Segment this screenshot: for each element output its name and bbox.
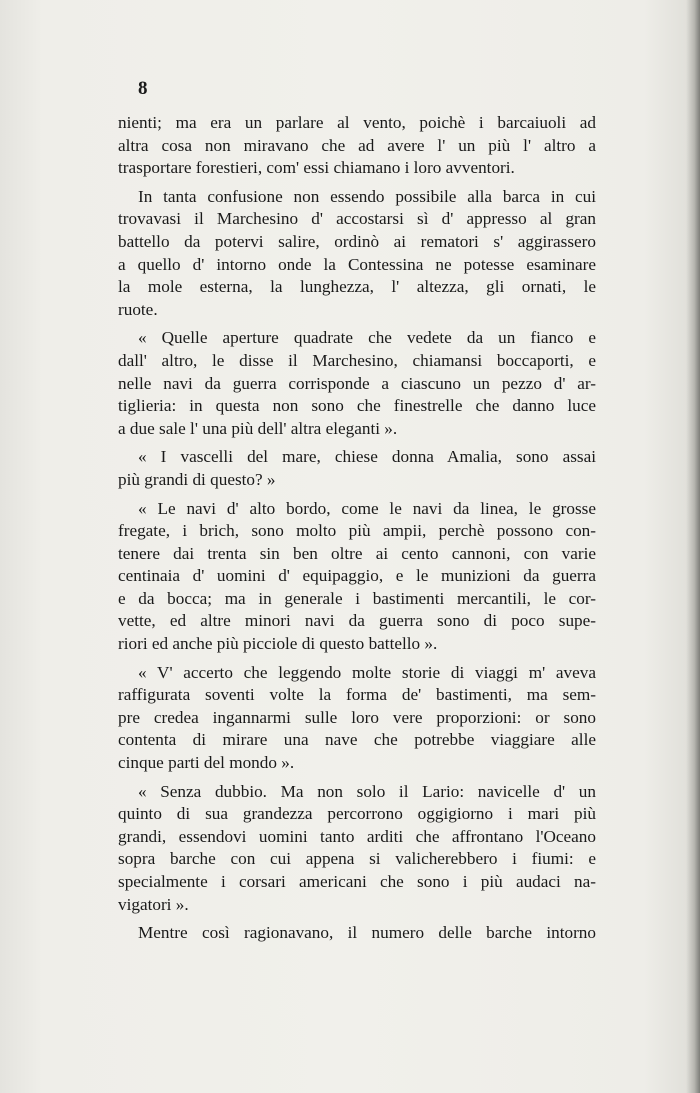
text-line: fregate, i brich, sono molto più ampii, perchè possono con- <box>118 521 596 541</box>
text-line: « Senza dubbio. Ma non solo il Lario: navicelle d' un <box>138 781 596 801</box>
text-line: la mole esterna, la lunghezza, l' altezza, gli ornati, le <box>118 277 596 297</box>
text-line: Mentre così ragionavano, il numero delle barche intorno <box>138 923 596 943</box>
text-line: centinaia d' uomini d' equipaggio, e le munizioni da guerra <box>118 566 596 586</box>
paragraph <box>118 922 596 945</box>
text-line: pre credea ingannarmi sulle loro vere proporzioni: or sono <box>118 707 596 727</box>
text-line: battello da potervi salire, ordinò ai rematori s' aggirassero <box>118 231 596 251</box>
paragraph <box>118 498 596 656</box>
paragraph <box>118 662 596 775</box>
text-line: tiglieria: in questa non sono che finestrelle che danno luce <box>118 396 596 416</box>
text-line: dall' altro, le disse il Marchesino, chiamansi boccaporti, e <box>118 350 596 370</box>
text-line: vigatori ». <box>118 894 189 914</box>
text-line: In tanta confusione non essendo possibile alla barca in cui <box>138 186 596 206</box>
text-line: a due sale l' una più dell' altra eleganti ». <box>118 418 398 438</box>
text-line: specialmente i corsari americani che sono i più audaci na- <box>118 872 596 891</box>
text-line: trasportare forestieri, com' essi chiamano i loro avventori. <box>118 158 515 178</box>
text-line: sopra barche con cui appena si valicherebbero i fiumi: e <box>118 849 596 869</box>
page-edge-shadow <box>686 0 700 1093</box>
text-line: e da bocca; ma in generale i bastimenti mercantili, le cor- <box>118 588 596 608</box>
paragraph <box>118 186 596 322</box>
text-line: più grandi di questo? » <box>118 469 276 489</box>
text-line: a quello d' intorno onde la Contessina ne potesse esaminare <box>118 254 596 274</box>
text-line: « V' accerto che leggendo molte storie di viaggi m' aveva <box>138 662 596 682</box>
text-line: trovavasi il Marchesino d' accostarsi sì d' appresso al gran <box>118 209 596 229</box>
text-line: contenta di mirare una nave che potrebbe viaggiare alle <box>118 730 596 750</box>
text-line: tenere dai trenta sin ben oltre ai cento cannoni, con varie <box>118 543 596 563</box>
text-line: grandi, essendovi uomini tanto arditi che affrontano l'Oceano <box>118 826 596 846</box>
text-line: « I vascelli del mare, chiese donna Amalia, sono assai <box>138 447 596 467</box>
body-text <box>118 112 596 949</box>
paragraph <box>118 112 596 180</box>
page-number: 8 <box>138 78 148 99</box>
text-line: cinque parti del mondo ». <box>118 753 295 773</box>
text-line: altra cosa non miravano che ad avere l' un più l' altro a <box>118 135 596 155</box>
text-line: quinto di sua grandezza percorrono oggigiorno i mari più <box>118 804 596 824</box>
text-line: vette, ed altre minori navi da guerra sono di poco supe- <box>118 611 596 631</box>
paragraph <box>118 781 596 917</box>
paragraph <box>118 327 596 440</box>
text-line: nienti; ma era un parlare al vento, poichè i barcaiuoli ad <box>118 113 596 132</box>
text-line: nelle navi da guerra corrisponde a ciascuno un pezzo d' ar- <box>118 373 596 393</box>
text-line: « Le navi d' alto bordo, come le navi da linea, le grosse <box>138 498 596 518</box>
text-line: « Quelle aperture quadrate che vedete da un fianco e <box>138 328 596 348</box>
text-line: riori ed anche più picciole di questo battello ». <box>118 634 438 654</box>
paragraph <box>118 446 596 491</box>
text-line: raffigurata soventi volte la forma de' bastimenti, ma sem- <box>118 685 596 705</box>
text-line: ruote. <box>118 299 158 319</box>
